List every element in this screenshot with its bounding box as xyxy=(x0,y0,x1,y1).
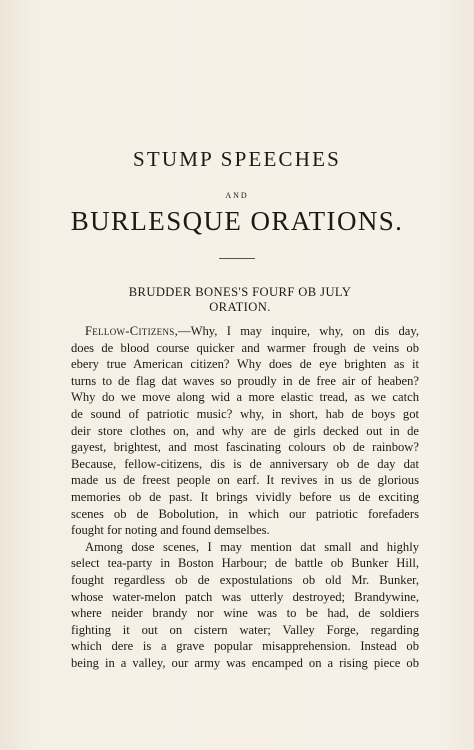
text-line: fought for noting and found demselbes. xyxy=(71,523,270,538)
book-title-line1: STUMP SPEECHES xyxy=(133,147,341,171)
book-title-and: AND xyxy=(225,191,249,200)
text-line: Among dose scenes, I may mention dat small and highly xyxy=(85,539,419,554)
text-line xyxy=(71,323,419,340)
text-line: Because, fellow-citizens, dis is de anniversary ob de day dat xyxy=(71,456,419,471)
text-line: select tea-party in Boston Harbour; de battle ob Bunker Hill, xyxy=(71,556,419,571)
text-line: memories ob de past. It brings vividly before us de exciting xyxy=(71,489,419,504)
text-line: gayest, brightest, and most fascinating colours ob de rainbow? xyxy=(71,440,419,455)
text-line: ebery true American citizen? Why does de eye brighten as it xyxy=(71,357,419,372)
section-heading-line2: ORATION. xyxy=(209,300,271,314)
text-line: does de blood course quicker and warmer frough de veins ob xyxy=(71,340,419,355)
text-line: deir store clothes on, and why are de girls decked out in de xyxy=(71,423,419,438)
text-line: fighting it out on cistern water; Valley Forge, regarding xyxy=(71,622,419,637)
text-line: scenes ob de Bobolution, in which our patriotic forefaders xyxy=(71,506,419,521)
text-line-content: —Why, I may inquire, why, on dis day, xyxy=(178,324,419,338)
text-line: whose water-melon patch was utterly destroyed; Brandywine, xyxy=(71,589,419,604)
text-line: turns to de flag dat waves so proudly in de free air of heaben? xyxy=(71,373,419,388)
salutation: Fellow-Citizens, xyxy=(85,324,179,338)
text-line: which dere is a grave popular misapprehension. Instead ob xyxy=(71,639,419,654)
text-line: being in a valley, our army was encamped on a rising piece ob xyxy=(71,655,419,670)
text-line: fought regardless ob de expostulations ob old Mr. Bunker, xyxy=(71,572,419,587)
section-heading-line1: BRUDDER BONES'S FOURF OB JULY xyxy=(128,285,352,299)
oration-body xyxy=(71,323,419,671)
title-divider xyxy=(219,258,255,259)
text-line: de sound of patriotic music? why, in short, hab de boys got xyxy=(71,406,419,421)
text-line: Why do we move along wid a more elastic tread, as we catch xyxy=(71,390,419,405)
text-line: where neider brandy nor wine was to be had, de soldiers xyxy=(71,606,419,621)
book-title-line2: BURLESQUE ORATIONS. xyxy=(70,206,404,236)
text-line: made us de freest people on earf. It revives in us de glorious xyxy=(71,473,419,488)
